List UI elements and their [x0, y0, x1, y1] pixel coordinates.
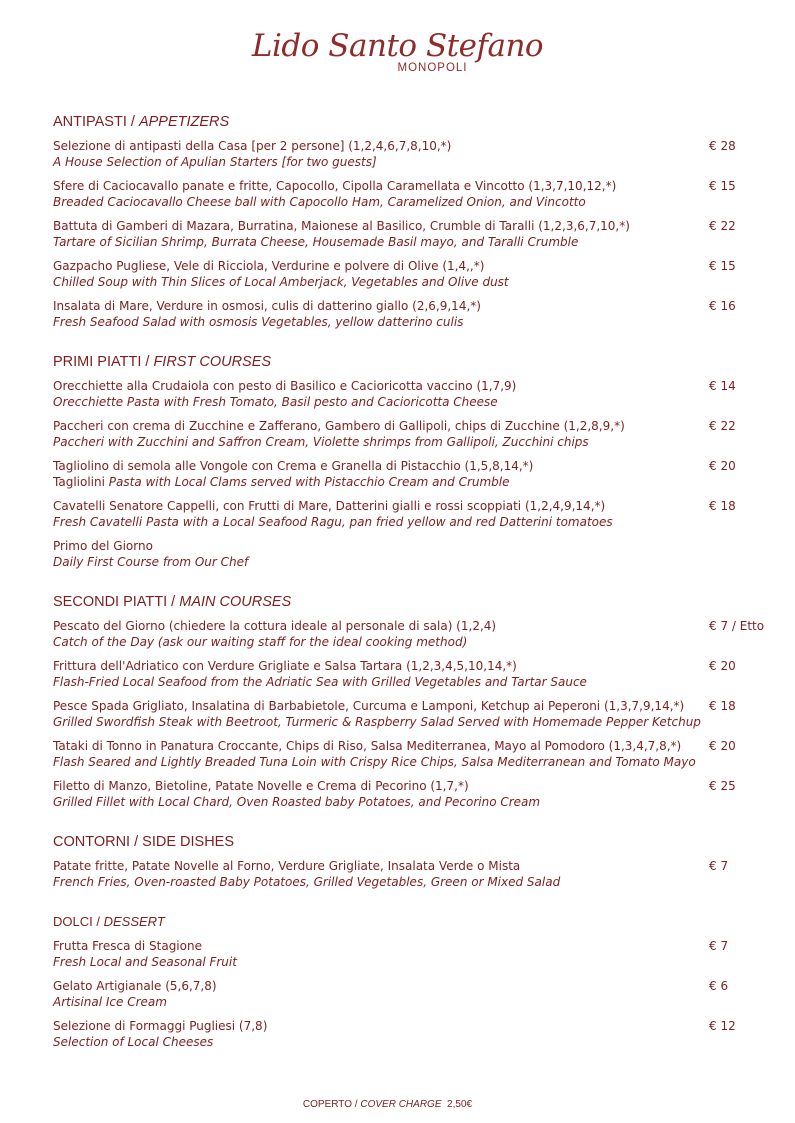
- item-name-en: Daily First Course from Our Chef: [53, 555, 249, 569]
- cover-charge-value: 2,50€: [447, 1099, 473, 1110]
- section-title-it: PRIMI PIATTI /: [53, 354, 150, 370]
- item-price: € 12: [709, 1019, 736, 1033]
- item-name-it: Frutta Fresca di Stagione: [53, 939, 202, 953]
- item-name-it: Paccheri con crema di Zucchine e Zafferano, Gambero di Gallipoli, chips di Zucchine (1,2,8,9,*): [53, 419, 625, 433]
- item-name-en: Fresh Cavatelli Pasta with a Local Seafood Ragu, pan fried yellow and red Datterini tomatoes: [53, 515, 613, 529]
- item-name-en: French Fries, Oven-roasted Baby Potatoes, Grilled Vegetables, Green or Mixed Salad: [53, 875, 561, 889]
- section-title: [53, 353, 773, 371]
- item-price: € 22: [709, 219, 736, 233]
- item-price: € 18: [709, 699, 736, 713]
- menu-item: [53, 138, 773, 170]
- item-name-it: Primo del Giorno: [53, 539, 153, 553]
- item-name-it: Insalata di Mare, Verdure in osmosi, culis di datterino giallo (2,6,9,14,*): [53, 299, 481, 313]
- menu-item: [53, 178, 773, 210]
- item-price: € 18: [709, 499, 736, 513]
- menu-item: [53, 418, 773, 450]
- menu-item: [53, 858, 773, 890]
- item-name-it: Sfere di Caciocavallo panate e fritte, Capocollo, Cipolla Caramellata e Vincotto (1,3,7,10,12,*): [53, 179, 617, 193]
- section-title-en: MAIN COURSES: [179, 594, 292, 610]
- menu-item: [53, 778, 773, 810]
- item-name-en-rest: Pasta with Local Clams served with Pistacchio Cream and Crumble: [108, 475, 510, 489]
- item-name-en: Flash-Fried Local Seafood from the Adriatic Sea with Grilled Vegetables and Tartar Sauce: [53, 675, 587, 689]
- menu-item: [53, 458, 773, 490]
- item-name-it: Battuta di Gamberi di Mazara, Burratina, Maionese al Basilico, Crumble di Taralli (1,2,3,6,7,10,*): [53, 219, 630, 233]
- item-name-en: Flash Seared and Lightly Breaded Tuna Loin with Crispy Rice Chips, Salsa Mediterranean and Tomato Mayo: [53, 755, 696, 769]
- item-price: € 28: [709, 139, 736, 153]
- menu-item: [53, 378, 773, 410]
- section-title: [53, 113, 773, 131]
- logo-subtitle: MONOPOLI: [397, 62, 468, 74]
- section-title-it: DOLCI /: [53, 914, 100, 929]
- item-name-en: Artisinal Ice Cream: [53, 995, 167, 1009]
- item-price: € 20: [709, 459, 736, 473]
- item-name-it: Tagliolino di semola alle Vongole con Crema e Granella di Pistacchio (1,5,8,14,*): [53, 459, 534, 473]
- section-contorni: [53, 833, 773, 890]
- section-title-it: SECONDI PIATTI /: [53, 594, 176, 610]
- menu-item: [53, 258, 773, 290]
- item-price: € 15: [709, 259, 736, 273]
- section-title: [53, 913, 773, 931]
- item-price: € 25: [709, 779, 736, 793]
- item-name-it: Selezione di antipasti della Casa [per 2 persone] (1,2,4,6,7,8,10,*): [53, 139, 452, 153]
- item-name-en: Paccheri with Zucchini and Saffron Cream, Violette shrimps from Gallipoli, Zucchini chips: [53, 435, 589, 449]
- item-name-en: Grilled Swordfish Steak with Beetroot, Turmeric & Raspberry Salad Served with Homemade Pepper Ketchup: [53, 715, 701, 729]
- section-title-it: ANTIPASTI /: [53, 114, 135, 130]
- menu-item: [53, 978, 773, 1010]
- cover-charge-label-en: COVER CHARGE: [360, 1099, 442, 1110]
- item-price: € 6: [709, 979, 729, 993]
- item-price: € 7: [709, 939, 729, 953]
- section-title-it: CONTORNI / SIDE DISHES: [53, 834, 235, 850]
- item-name-it: Frittura dell'Adriatico con Verdure Grigliate e Salsa Tartara (1,2,3,4,5,10,14,*): [53, 659, 517, 673]
- item-name-en: Tartare of Sicilian Shrimp, Burrata Cheese, Housemade Basil mayo, and Taralli Crumble: [53, 235, 579, 249]
- item-name-it: Patate fritte, Patate Novelle al Forno, Verdure Grigliate, Insalata Verde o Mista: [53, 859, 521, 873]
- section-title-en: APPETIZERS: [138, 114, 230, 130]
- item-name-it: Filetto di Manzo, Bietoline, Patate Novelle e Crema di Pecorino (1,7,*): [53, 779, 469, 793]
- item-name-en-prefix: Tagliolini: [53, 475, 105, 489]
- item-name-en: Breaded Caciocavallo Cheese ball with Capocollo Ham, Caramelized Onion, and Vincotto: [53, 195, 586, 209]
- section-title-en: FIRST COURSES: [153, 354, 272, 370]
- item-name-en: Fresh Local and Seasonal Fruit: [53, 955, 237, 969]
- item-name-en: Fresh Seafood Salad with osmosis Vegetables, yellow datterino culis: [53, 315, 464, 329]
- section-primi: [53, 353, 773, 570]
- menu-item: [53, 658, 773, 690]
- cover-charge: [0, 1099, 775, 1110]
- item-price: € 20: [709, 659, 736, 673]
- item-name-en: [53, 474, 773, 490]
- item-name-en: A House Selection of Apulian Starters [for two guests]: [53, 155, 377, 169]
- item-price: € 16: [709, 299, 736, 313]
- item-price: € 7: [709, 859, 729, 873]
- menu-item: [53, 698, 773, 730]
- section-title: [53, 593, 773, 611]
- item-name-it: Gazpacho Pugliese, Vele di Ricciola, Verdurine e polvere di Olive (1,4,,*): [53, 259, 485, 273]
- item-name-it: Pesce Spada Grigliato, Insalatina di Barbabietole, Curcuma e Lamponi, Ketchup ai Peperoni (1,3,7,9,14,*): [53, 699, 685, 713]
- item-name-it: Gelato Artigianale (5,6,7,8): [53, 979, 217, 993]
- logo: [0, 28, 795, 74]
- menu-item: [53, 938, 773, 970]
- cover-charge-label-it: COPERTO /: [302, 1099, 358, 1110]
- item-price: € 22: [709, 419, 736, 433]
- section-secondi: [53, 593, 773, 810]
- item-price: € 20: [709, 739, 736, 753]
- item-name-it: Cavatelli Senatore Cappelli, con Frutti di Mare, Datterini gialli e rossi scoppiati (1,2,4,9,14,*): [53, 499, 606, 513]
- menu-item: [53, 298, 773, 330]
- item-name-en: Grilled Fillet with Local Chard, Oven Roasted baby Potatoes, and Pecorino Cream: [53, 795, 541, 809]
- item-name-it: Selezione di Formaggi Pugliesi (7,8): [53, 1019, 268, 1033]
- section-dolci: [53, 913, 773, 1050]
- item-price: € 14: [709, 379, 736, 393]
- menu-item: [53, 738, 773, 770]
- section-antipasti: [53, 113, 773, 330]
- section-title: [53, 833, 773, 851]
- menu-item: [53, 618, 773, 650]
- menu-item: [53, 498, 773, 530]
- item-name-it: Orecchiette alla Crudaiola con pesto di Basilico e Cacioricotta vaccino (1,7,9): [53, 379, 517, 393]
- item-price: € 15: [709, 179, 736, 193]
- logo-name: Lido Santo Stefano: [251, 28, 544, 64]
- item-name-it: Tataki di Tonno in Panatura Croccante, Chips di Riso, Salsa Mediterranea, Mayo al Pomodoro (1,3,4,7,8,*): [53, 739, 682, 753]
- menu-item: [53, 218, 773, 250]
- menu-item: [53, 1018, 773, 1050]
- item-name-it: Pescato del Giorno (chiedere la cottura ideale al personale di sala) (1,2,4): [53, 619, 497, 633]
- item-name-en: Catch of the Day (ask our waiting staff for the ideal cooking method): [53, 635, 468, 649]
- section-title-en: DESSERT: [103, 914, 165, 929]
- item-price: € 7 / Etto: [709, 619, 765, 633]
- item-name-en: Selection of Local Cheeses: [53, 1035, 214, 1049]
- menu: [53, 113, 773, 1073]
- item-name-en: Chilled Soup with Thin Slices of Local Amberjack, Vegetables and Olive dust: [53, 275, 509, 289]
- menu-item: [53, 538, 773, 570]
- item-name-en: Orecchiette Pasta with Fresh Tomato, Basil pesto and Cacioricotta Cheese: [53, 395, 498, 409]
